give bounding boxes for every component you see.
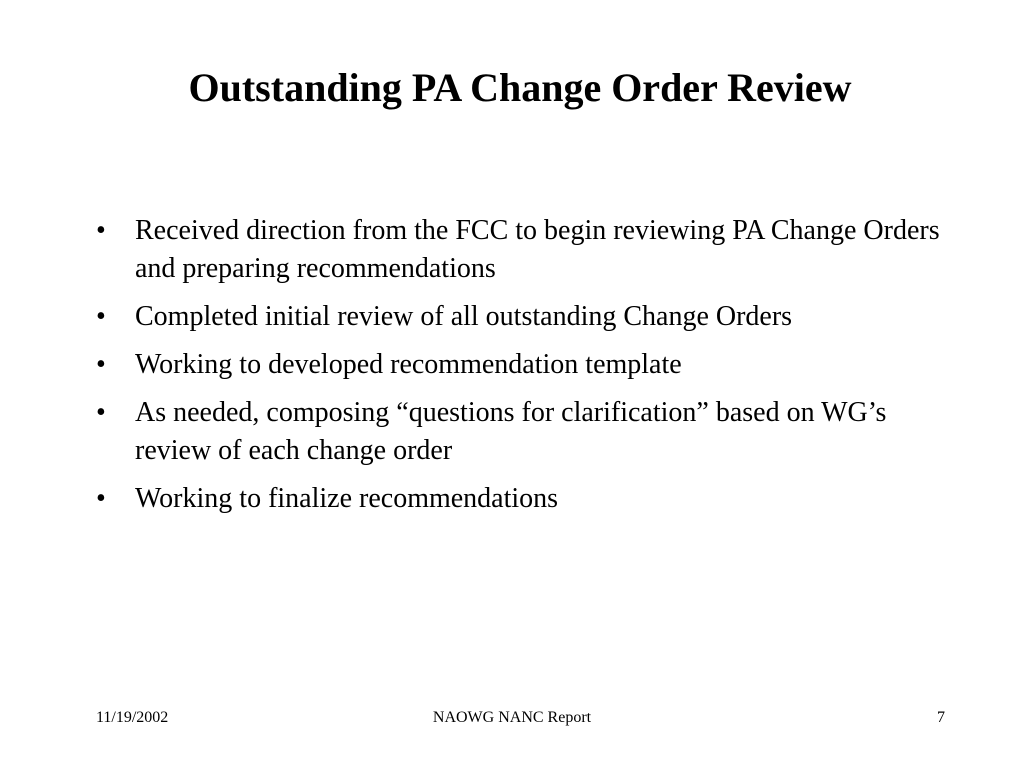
bullet-item	[96, 480, 956, 518]
bullet-text: Working to developed recommendation template	[135, 349, 682, 380]
page-number: 7	[937, 709, 945, 726]
bullet-text: Completed initial review of all outstanding Change Orders	[135, 301, 793, 332]
bullet-item	[96, 346, 956, 384]
bullet-icon: •	[96, 483, 106, 514]
bullet-list	[96, 212, 956, 528]
bullet-icon: •	[96, 397, 106, 428]
bullet-item	[96, 298, 956, 336]
bullet-icon: •	[96, 301, 106, 332]
bullet-text: Working to finalize recommendations	[135, 483, 559, 514]
bullet-icon: •	[96, 349, 106, 380]
footer-date: 11/19/2002	[96, 709, 169, 726]
bullet-text: As needed, composing “questions for clarification” based on WG’s review of each change order	[135, 397, 887, 466]
slide-title: Outstanding PA Change Order Review	[188, 65, 852, 110]
footer-title: NAOWG NANC Report	[432, 709, 592, 726]
bullet-item	[96, 212, 956, 288]
bullet-text: Received direction from the FCC to begin reviewing PA Change Orders and preparing recommendations	[135, 215, 940, 284]
bullet-item	[96, 394, 956, 470]
bullet-icon: •	[96, 215, 106, 246]
